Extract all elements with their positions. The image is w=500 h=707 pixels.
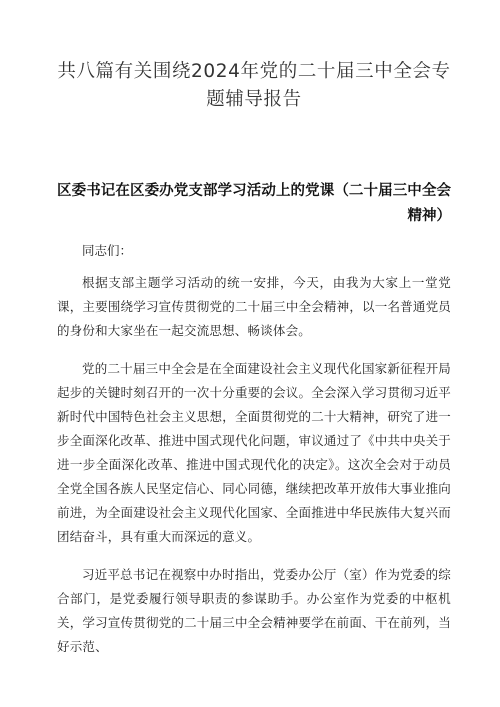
document-title: 共八篇有关围绕2024年党的二十届三中全会专题辅导报告 [57, 61, 451, 110]
body-paragraph: 习近平总书记在视察中办时指出，党委办公厅（室）作为党委的综合部门，是党委履行领导职责的参谋助手。办公室作为党委的中枢机关，学习宣传贯彻党的二十届三中全会精神要学在前面、干在前列，当好示范、 [57, 567, 451, 654]
body-paragraph: 党的二十届三中全会是在全面建设社会主义现代化国家新征程开局起步的关键时刻召开的一次十分重要的会议。全会深入学习贯彻习近平新时代中国特色社会主义思想，全面贯彻党的二十大精神，研究了进一步全面深化改革、推进中国式现代化问题，审议通过了《中共中央关于进一步全面深化改革、推进中国式现代化的决定》。这次全会对于动员全党全国各族人民坚定信心、同心同德，继续把改革开放伟大事业推向前进，为全面建设社会主义现代化国家、全面推进中华民族伟大复兴而团结奋斗，具有重大而深远的意义。 [57, 361, 451, 544]
body-paragraph: 根据支部主题学习活动的统一安排，今天，由我为大家上一堂党课，主要围绕学习宣传贯彻党的二十届三中全会精神，以一名普通党员的身份和大家坐在一起交流思想、畅谈体会。 [57, 275, 451, 338]
section-heading: 区委书记在区委办党支部学习活动上的党课（二十届三中全会精神） [57, 183, 451, 224]
greeting: 同志们： [82, 243, 133, 258]
